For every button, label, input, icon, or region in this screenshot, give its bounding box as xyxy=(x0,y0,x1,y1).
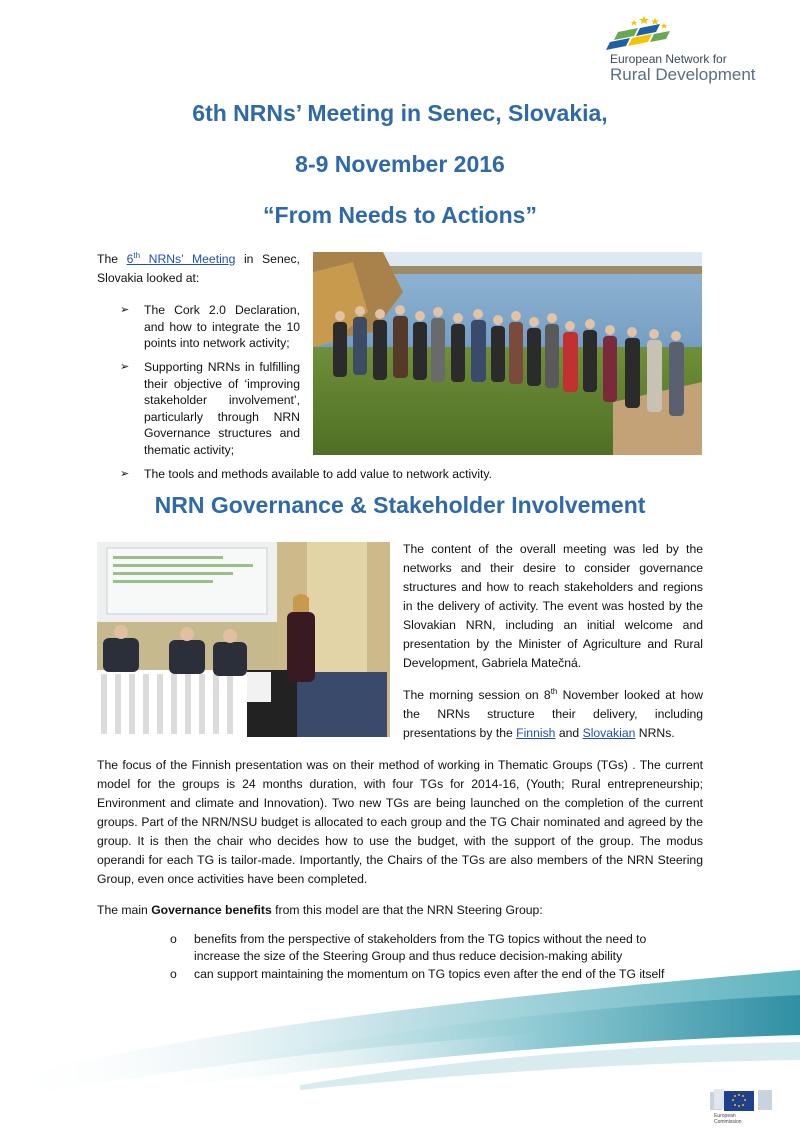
meeting-link[interactable]: 6th NRNs’ Meeting xyxy=(126,250,236,266)
logo-line-2: Rural Development xyxy=(610,65,756,84)
european-commission-logo xyxy=(706,1087,776,1127)
conference-photo xyxy=(97,542,390,737)
decorative-wave xyxy=(0,960,800,1131)
section-title: NRN Governance & Stakeholder Involvement xyxy=(154,492,646,518)
arrow-bullet-icon: ➢ xyxy=(120,468,130,480)
enrd-logo xyxy=(600,14,760,84)
enrd-logo-mark-icon xyxy=(604,14,674,50)
paragraph-finnish-presentation: The focus of the Finnish presentation was on their method of working in Thematic Groups (TGs) . The current model for the groups is 24 months duration, with four TGs for 2014-16, (Youth; Rural entrepreneurship; Environment and climate and Innovation). Two new TGs are being launched on the completion of the current groups. Part of the NRN/NSU budget is allocated to each group and the TG Chair nominated and agreed by the group. It is then the chair who decides how to use the budget, with the support of the group. The modus operandi for each TG is tailor-made. Importantly, the Chairs of the TGs are also members of the NRN Steering Group, even once activities have been completed. xyxy=(97,758,703,886)
ec-line-1: European xyxy=(714,1113,736,1119)
list-item: ➢ The Cork 2.0 Declaration, and how to integrate the 10 points into network activity; xyxy=(120,303,300,350)
paragraph-morning-session: The morning session on 8th November looked at how the NRNs structure their delivery, including presentations by the Finnish and Slovakian NRNs. xyxy=(403,686,704,740)
logo-line-1: European Network for xyxy=(610,52,727,66)
list-item: ➢ Supporting NRNs in fulfilling their objective of ‘improving stakeholder involvement’, particularly through NRN Governance structures and thematic activity; xyxy=(120,360,300,457)
slovakian-link[interactable]: Slovakian xyxy=(582,726,636,740)
group-photo xyxy=(313,252,702,455)
list-item: o can support maintaining the momentum on TG topics even after the end of the TG itself xyxy=(170,967,665,981)
title-line-3: “From Needs to Actions” xyxy=(263,202,537,228)
list-item: o benefits from the perspective of stakeholders from the TG topics without the need to increase the size of the Steering Group and thus reduce decision-making ability xyxy=(170,932,647,963)
finnish-link[interactable]: Finnish xyxy=(516,726,556,740)
list-item: ➢ The tools and methods available to add value to network activity. xyxy=(120,467,492,481)
paragraph-content: The content of the overall meeting was led by the networks and their desire to consider governance structures and how to reach stakeholders and regions in the delivery of activity. The event was hosted by the Slovakian NRN, including an initial welcome and presentation by the Minister of Agriculture and Rural Development, Gabriela Matečná. xyxy=(403,542,703,670)
circle-bullet-icon: o xyxy=(170,932,177,946)
title-line-1: 6th NRNs’ Meeting in Senec, Slovakia, xyxy=(192,100,608,126)
ec-line-2: Commission xyxy=(714,1119,742,1125)
paragraph-governance-benefits: The main Governance benefits from this model are that the NRN Steering Group: xyxy=(97,903,543,917)
arrow-bullet-icon: ➢ xyxy=(120,304,130,316)
arrow-bullet-icon: ➢ xyxy=(120,361,130,373)
circle-bullet-icon: o xyxy=(170,967,177,981)
intro-paragraph: The 6th NRNs’ Meeting in Senec, Slovakia looked at: xyxy=(97,250,300,285)
title-line-2: 8-9 November 2016 xyxy=(295,151,505,177)
eu-flag-icon xyxy=(706,1087,776,1113)
